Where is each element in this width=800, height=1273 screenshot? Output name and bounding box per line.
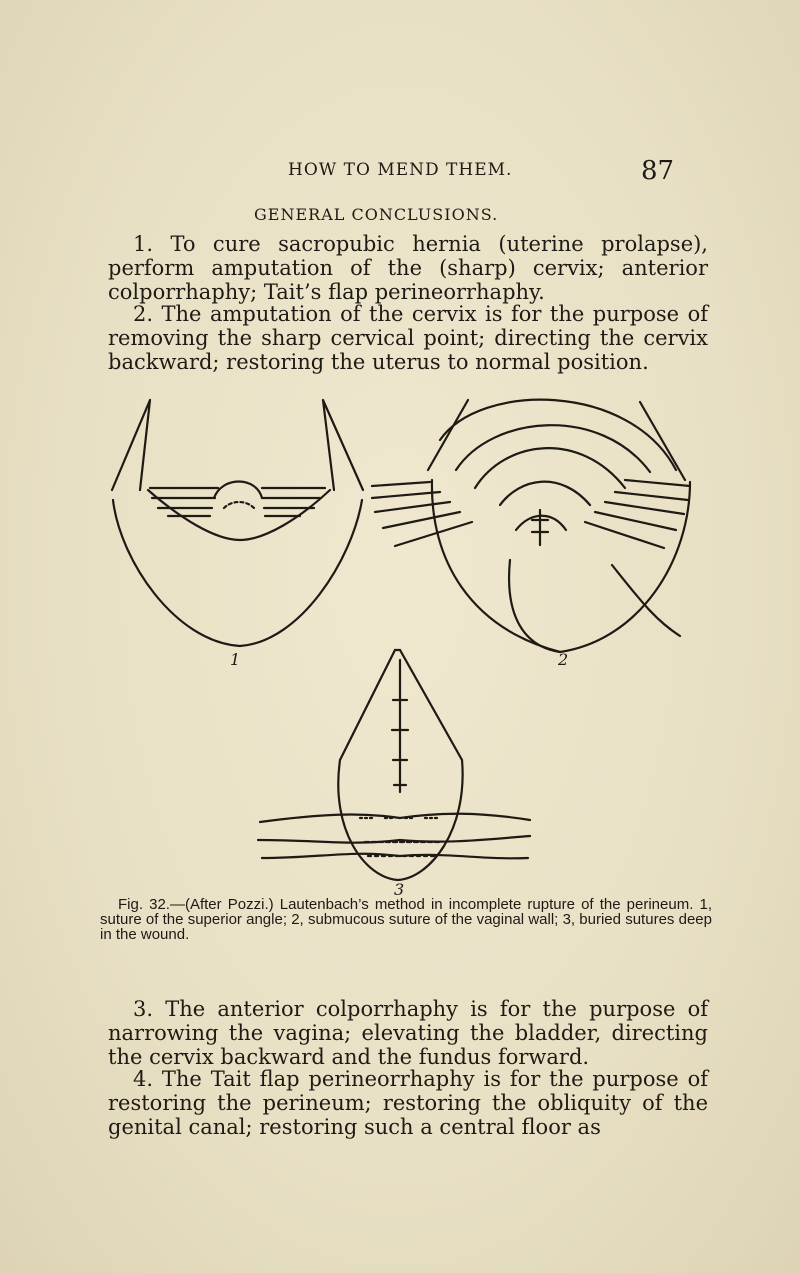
page-number: 87 [641, 156, 675, 186]
figure-2-drawing [372, 400, 690, 652]
figure-caption: Fig. 32.—(After Pozzi.) Lautenbach’s method in incomplete rupture of the perineum. 1, suture of the superior angle; 2, submucous suture of the vaginal wall; 3, buried sutures deep in the wound. [100, 896, 712, 943]
paragraph-1: 1. To cure sacropubic hernia (uterine prolapse), perform amputation of the (sharp) cervix; anterior colporrhaphy; Tait’s flap perineorrhaphy. [108, 232, 708, 304]
figure-3-drawing [258, 650, 530, 880]
figure-label-1: 1 [230, 650, 241, 669]
figure-label-2: 2 [558, 650, 569, 669]
paragraph-2: 2. The amputation of the cervix is for the purpose of removing the sharp cervical point; directing the cervix backward; restoring the uterus to normal position. [108, 302, 708, 374]
section-title: GENERAL CONCLUSIONS. [254, 205, 499, 224]
figure-1-drawing [112, 400, 363, 646]
paragraph-4: 4. The Tait flap perineorrhaphy is for the purpose of restoring the perineum; restoring the obliquity of the genital canal; restoring such a central floor as [108, 1067, 708, 1139]
running-header: HOW TO MEND THEM. [288, 160, 513, 180]
figure-label-3: 3 [394, 880, 405, 899]
paragraph-3: 3. The anterior colporrhaphy is for the purpose of narrowing the vagina; elevating the bladder, directing the cervix backward and the fundus forward. [108, 997, 708, 1069]
